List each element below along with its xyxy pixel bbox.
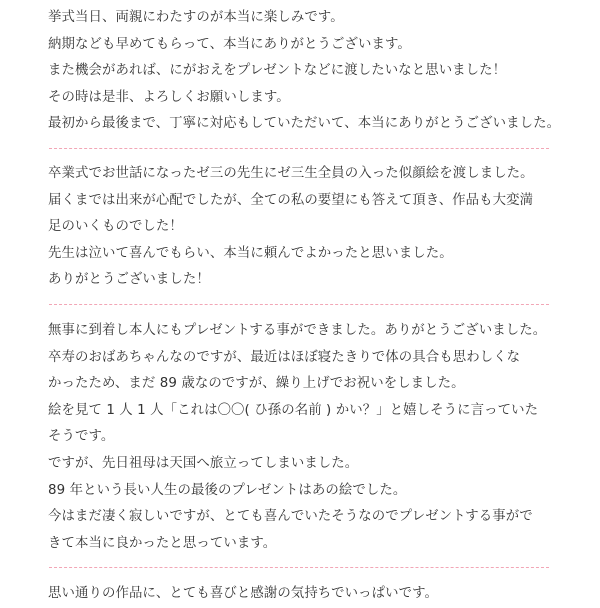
review-line: 卒寿のおばあちゃんなのですが、最近はほぼ寝たきりで体の具合も思わしくな [48,349,521,365]
review-item-1 [48,5,588,138]
review-line: その時は是非、よろしくお願いします。 [48,89,290,105]
dashed-divider [49,148,549,149]
dashed-divider [49,567,549,568]
review-line: 挙式当日、両親にわたすのが本当に楽しみです。 [48,10,344,25]
review-line: 足のいくものでした！ [48,219,183,235]
review-line: ですが、先日祖母は天国へ旅立ってしまいました。 [48,455,359,471]
dashed-divider [49,304,549,305]
review-list [48,0,588,608]
review-line: 89 年という長い人生の最後のプレゼントはあの絵でした。 [48,482,407,498]
review-line: 最初から最後まで、丁寧に対応もしていただいて、本当にありがとうございました。 [48,116,561,132]
review-line: 思い通りの作品に、とても喜びと感謝の気持ちでいっぱいです。 [48,586,439,602]
review-line: 無事に到着し本人にもプレゼントする事ができました。ありがとうございました。 [48,322,547,338]
review-item-4 [48,581,588,608]
review-line: 届くまでは出来が心配でしたが、全ての私の要望にも答えて頂き、作品も大変満 [48,192,534,208]
review-item-3 [48,318,588,557]
review-line: 今はまだ凄く寂しいですが、とても喜んでいたそうなのでプレゼントする事がで [48,509,533,525]
review-line: 納期なども早めてもらって、本当にありがとうございます。 [48,36,411,52]
review-item-2 [48,161,588,294]
review-line: 先生は泣いて喜んでもらい、本当に頼んでよかったと思いました。 [48,245,453,261]
review-line: かったため、まだ 89 歳なのですが、繰り上げでお祝いをしました。 [48,376,465,392]
review-line: また機会があれば、にがおえをプレゼントなどに渡したいなと思いました！ [48,63,507,79]
review-line: 卒業式でお世話になったゼ三の先生にゼ三生全員の入った似顔絵を渡しました。 [48,165,534,181]
review-line: そうです。 [48,429,115,445]
review-line: ありがとうございました！ [48,272,210,288]
review-line: 絵を見て 1 人 1 人「これは〇〇( ひ孫の名前 ) かい？」と嬉しそうに言っていた [48,402,539,418]
review-line: きて本当に良かったと思っています。 [48,535,277,551]
